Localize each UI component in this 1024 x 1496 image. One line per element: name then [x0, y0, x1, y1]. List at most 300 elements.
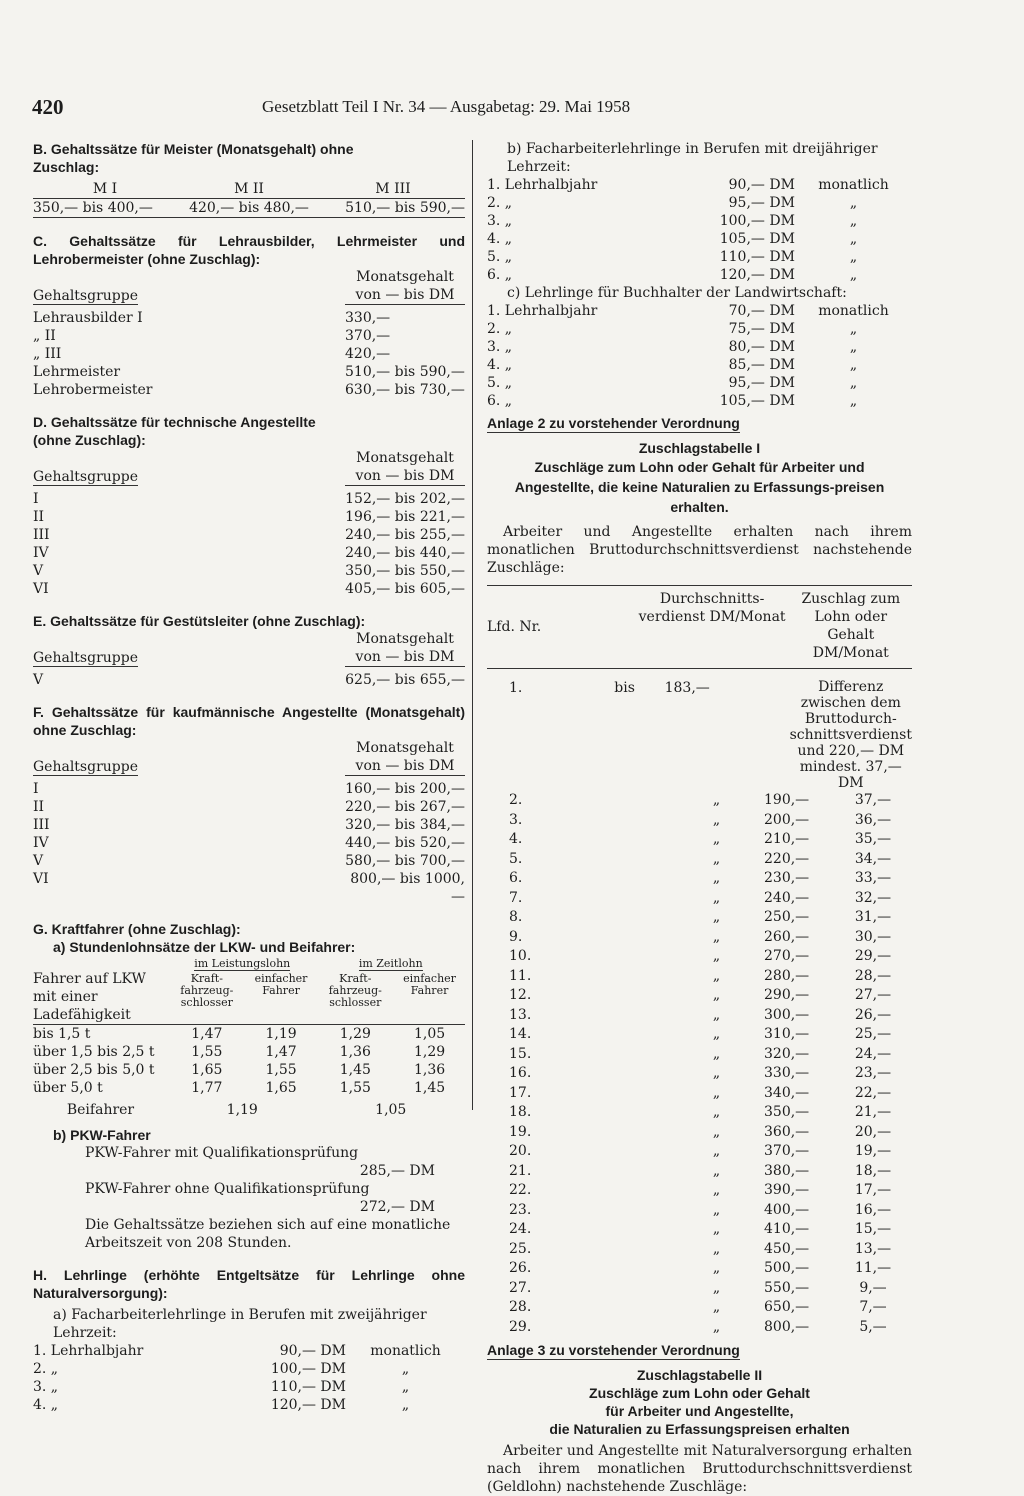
gazette-title: Gesetzblatt Teil I Nr. 34 — Ausgabetag: 29. Mai 1958	[262, 97, 631, 116]
period-cell: „	[849, 357, 858, 373]
page-number: 420	[32, 95, 64, 119]
rate-cell: 1,36	[413, 1062, 446, 1078]
page-header	[32, 95, 984, 125]
value-cell: 320,— bis 384,—	[345, 817, 465, 833]
driver-simple-header: einfacher Fahrer	[246, 970, 317, 1025]
surcharge-cell: 16,—	[854, 1201, 892, 1218]
pkw-qualified: PKW-Fahrer mit Qualifikationsprüfung	[85, 1145, 359, 1161]
ditto-mark: „	[712, 1299, 721, 1315]
table-row	[487, 967, 912, 987]
rate-cell: 1,29	[413, 1044, 446, 1060]
table-row	[487, 1045, 912, 1065]
col-head: M II	[234, 181, 264, 197]
surcharge-table-1-rows	[487, 791, 912, 1337]
half-year-cell: 5. „	[487, 375, 513, 391]
surcharge-cell: 22,—	[854, 1084, 892, 1101]
earnings-cell: 260,—	[764, 928, 810, 945]
surcharge-table-1-title: Zuschlagstabelle I	[638, 440, 761, 456]
table-row	[487, 1025, 912, 1045]
table-row	[487, 1220, 912, 1240]
half-year-cell: 1. Lehrhalbjahr	[487, 303, 598, 319]
load-cell: über 1,5 bis 2,5 t	[33, 1044, 155, 1060]
annex-3-heading: Anlage 3 zu vorstehender Verordnung	[487, 1342, 740, 1358]
half-year-cell: 2. „	[33, 1361, 59, 1377]
table-row	[487, 1064, 912, 1084]
surcharge-cell: 31,—	[854, 909, 892, 925]
group-cell: VI	[33, 581, 49, 597]
value-cell: 152,— bis 202,—	[345, 491, 465, 507]
period-cell: „	[849, 267, 858, 283]
period-cell: monatlich	[370, 1343, 441, 1359]
value-cell: 240,— bis 440,—	[345, 545, 465, 561]
half-year-cell: 3. „	[487, 339, 513, 355]
amount-cell: 100,— DM	[719, 213, 795, 229]
surcharge-cell: 33,—	[854, 870, 892, 886]
table-row	[487, 986, 912, 1006]
pkw-unqualified: PKW-Fahrer ohne Qualifikationsprüfung	[85, 1181, 370, 1197]
row-number: 10.	[509, 948, 532, 964]
row-number: 9.	[509, 928, 523, 945]
surcharge-cell: 9,—	[859, 1279, 887, 1296]
range-header: von — bis DM	[345, 648, 465, 667]
amount-cell: 90,— DM	[728, 177, 795, 193]
amount-cell: 105,— DM	[719, 231, 795, 247]
value-cell: 240,— bis 255,—	[345, 527, 465, 543]
rate-cell: 1,19	[265, 1026, 297, 1042]
value-cell: 420,— bis 480,—	[177, 199, 321, 218]
half-year-cell: 4. „	[487, 231, 513, 247]
amount-cell: 110,— DM	[270, 1379, 346, 1395]
half-year-cell: 3. „	[33, 1379, 59, 1395]
value-cell: 160,— bis 200,—	[345, 781, 465, 797]
rate-cell: 1,47	[191, 1026, 223, 1042]
table-row	[487, 1259, 912, 1279]
driver-simple-header: einfacher Fahrer	[394, 970, 465, 1025]
amount-cell: 75,— DM	[728, 321, 795, 337]
ditto-mark: „	[712, 1084, 721, 1101]
surcharge-table-2-subtitle-1: Zuschläge zum Lohn oder Gehalt	[589, 1385, 810, 1401]
rate-cell: 1,77	[191, 1080, 223, 1096]
half-year-cell: 1. Lehrhalbjahr	[33, 1343, 144, 1359]
earnings-cell: 200,—	[764, 811, 810, 828]
col-head-earnings: Durchschnitts-verdienst DM/Monat	[585, 586, 790, 669]
section-e-table	[33, 630, 465, 689]
earnings-cell: 330,—	[764, 1065, 810, 1081]
half-year-cell: 3. „	[487, 213, 513, 229]
section-f-table	[33, 739, 465, 906]
rate-cell: 1,29	[339, 1026, 371, 1042]
value-cell: 350,— bis 550,—	[345, 563, 465, 579]
range-header: von — bis DM	[345, 286, 465, 305]
earnings-cell: 380,—	[764, 1162, 810, 1179]
period-cell: „	[849, 249, 858, 265]
amount-cell: 120,— DM	[270, 1397, 346, 1413]
load-cell: bis 1,5 t	[33, 1026, 91, 1042]
group-cell: IV	[33, 545, 49, 561]
difference-note: Differenz zwischen dem Bruttodurch-schnittsverdienst und 220,— DM mindest. 37,— DM	[789, 679, 912, 791]
amount-cell: 120,— DM	[719, 267, 795, 283]
surcharge-cell: 28,—	[854, 967, 892, 984]
load-cell: über 2,5 bis 5,0 t	[33, 1062, 155, 1078]
row-number: 24.	[509, 1221, 532, 1237]
period-cell: „	[849, 195, 858, 211]
period-cell: „	[849, 393, 858, 409]
earnings-cell: 500,—	[764, 1260, 810, 1276]
section-e-title: E. Gehaltssätze für Gestütsleiter (ohne Zuschlag):	[33, 613, 366, 629]
period-cell: „	[849, 321, 858, 337]
timework-header: im Zeitlohn	[358, 957, 423, 970]
driver-header: Fahrer auf LKW mit einer Ladefähigkeit	[33, 970, 168, 1025]
period-cell: „	[401, 1379, 410, 1395]
section-b-title: B. Gehaltssätze für Meister (Monatsgehalt) ohne Zuschlag:	[33, 141, 354, 175]
table-row	[487, 1181, 912, 1201]
table-row	[487, 811, 912, 831]
period-cell: monatlich	[818, 303, 889, 319]
row-number: 6.	[509, 870, 523, 886]
ditto-mark: „	[712, 1162, 721, 1179]
ditto-mark: „	[712, 1260, 721, 1276]
pkw-unqualified-value: 272,— DM	[359, 1199, 435, 1215]
earnings-cell: 300,—	[764, 1006, 810, 1023]
group-cell: Lehrausbilder I	[33, 310, 143, 326]
surcharge-cell: 21,—	[854, 1104, 892, 1120]
surcharge-cell: 32,—	[854, 889, 892, 906]
monthly-header: Monatsgehalt	[356, 269, 454, 285]
surcharge-cell: 36,—	[854, 811, 892, 828]
mechanic-header: Kraft-fahrzeug-schlosser	[168, 970, 246, 1025]
rate-cell: 1,05	[375, 1102, 407, 1118]
row-number: 15.	[509, 1045, 532, 1062]
earnings-cell: 280,—	[764, 967, 810, 984]
half-year-cell: 2. „	[487, 321, 513, 337]
ditto-mark: „	[712, 1221, 721, 1237]
group-cell: II	[33, 799, 45, 815]
rate-cell: 1,55	[265, 1062, 297, 1078]
row-number: 12.	[509, 987, 532, 1003]
half-year-cell: 6. „	[487, 267, 513, 283]
surcharge-cell: 18,—	[854, 1162, 892, 1179]
col-head: M I	[92, 181, 118, 197]
half-year-cell: 1. Lehrhalbjahr	[487, 177, 598, 193]
amount-cell: 95,— DM	[728, 195, 795, 211]
surcharge-cell: 35,—	[854, 831, 892, 847]
row-number: 3.	[509, 811, 523, 828]
surcharge-table-2-subtitle-2: für Arbeiter und Angestellte,	[605, 1403, 794, 1419]
monthly-header: Monatsgehalt	[356, 450, 454, 466]
table-row	[487, 1123, 912, 1143]
table-row	[487, 1103, 912, 1123]
earnings-cell: 650,—	[764, 1299, 810, 1315]
apprentice-b-table	[487, 176, 912, 284]
surcharge-cell: 24,—	[854, 1045, 892, 1062]
earnings-cell: 220,—	[764, 850, 810, 867]
row-number: 20.	[509, 1143, 532, 1159]
amount-cell: 105,— DM	[719, 393, 795, 409]
value-cell: 440,— bis 520,—	[345, 835, 465, 851]
left-column	[33, 140, 465, 1414]
earnings-cell: 370,—	[764, 1143, 810, 1159]
earnings-cell: 210,—	[764, 831, 810, 847]
row-number: 5.	[509, 850, 523, 867]
apprentice-a-table	[33, 1342, 465, 1414]
ditto-mark: „	[712, 1026, 721, 1042]
column-divider	[472, 140, 473, 1110]
col-head-surcharge: Zuschlag zum Lohn oder Gehalt DM/Monat	[790, 586, 912, 669]
ditto-mark: „	[712, 850, 721, 867]
row-number: 14.	[509, 1026, 532, 1042]
period-cell: „	[849, 231, 858, 247]
table-row	[487, 1162, 912, 1182]
value-cell: 580,— bis 700,—	[345, 853, 465, 869]
monthly-header: Monatsgehalt	[356, 740, 454, 756]
group-header: Gehaltsgruppe	[33, 650, 138, 666]
mechanic-header: Kraft-fahrzeug-schlosser	[316, 970, 394, 1025]
col-head: M III	[375, 181, 411, 197]
apprentice-c-table	[487, 302, 912, 410]
half-year-cell: 6. „	[487, 393, 513, 409]
ditto-mark: „	[712, 811, 721, 828]
table-row	[487, 1240, 912, 1260]
row-number: 28.	[509, 1299, 532, 1315]
load-cell: über 5,0 t	[33, 1080, 103, 1096]
earnings-cell: 350,—	[764, 1104, 810, 1120]
earnings-cell: 360,—	[764, 1123, 810, 1140]
surcharge-table-1	[487, 585, 912, 791]
table-row	[487, 908, 912, 928]
section-b-table	[33, 180, 465, 218]
amount-cell: 95,— DM	[728, 375, 795, 391]
ditto-mark: „	[712, 967, 721, 984]
row-number: 27.	[509, 1279, 532, 1296]
section-h-b-title: b) Facharbeiterlehrlinge in Berufen mit dreijähriger Lehrzeit:	[507, 141, 878, 175]
group-cell: „ II	[33, 328, 56, 344]
value-cell: 510,— bis 590,—	[345, 364, 465, 380]
ditto-mark: „	[712, 1065, 721, 1081]
section-c-title: C. Gehaltssätze für Lehrausbilder, Lehrmeister und Lehrobermeister (ohne Zuschlag):	[33, 233, 465, 267]
rate-cell: 1,05	[413, 1026, 446, 1042]
value-cell: 330,—	[345, 310, 391, 326]
rate-cell: 1,65	[191, 1062, 223, 1078]
value-cell: 625,— bis 655,—	[345, 672, 465, 688]
earnings-cell: 550,—	[764, 1279, 810, 1296]
half-year-cell: 2. „	[487, 195, 513, 211]
col-head-nr: Lfd. Nr.	[487, 586, 585, 669]
ditto-mark: „	[712, 889, 721, 906]
group-header: Gehaltsgruppe	[33, 759, 138, 775]
surcharge-cell: 25,—	[854, 1026, 892, 1042]
rate-cell: 1,55	[339, 1080, 371, 1096]
row-number: 2.	[509, 792, 523, 808]
surcharge-cell: 29,—	[854, 948, 892, 964]
table-row	[487, 869, 912, 889]
rate-cell: 1,65	[265, 1080, 297, 1096]
section-d-title: D. Gehaltssätze für technische Angestellte (ohne Zuschlag):	[33, 414, 316, 448]
row-number: 23.	[509, 1201, 532, 1218]
row-number: 13.	[509, 1006, 532, 1023]
amount-cell: 100,— DM	[270, 1361, 346, 1377]
table-row	[487, 1298, 912, 1318]
row-number: 4.	[509, 831, 523, 847]
hours-note: Die Gehaltssätze beziehen sich auf eine monatliche Arbeitszeit von 208 Stunden.	[85, 1217, 451, 1251]
pkw-qualified-value: 285,— DM	[359, 1163, 435, 1179]
value-cell: 196,— bis 221,—	[345, 509, 465, 525]
surcharge-cell: 23,—	[854, 1065, 892, 1081]
surcharge-table-2-title: Zuschlagstabelle II	[636, 1367, 763, 1383]
surcharge-cell: 11,—	[854, 1260, 892, 1276]
row-number: 17.	[509, 1084, 532, 1101]
table-row	[487, 830, 912, 850]
period-cell: „	[401, 1361, 410, 1377]
ditto-mark: „	[712, 1123, 721, 1140]
annex-3-intro: Arbeiter und Angestellte mit Naturalversorgung erhalten nach ihrem monatlichen Bruttodurchschnittsverdienst (Geldlohn) nachstehende Zuschläge:	[487, 1443, 912, 1495]
ditto-mark: „	[712, 1182, 721, 1198]
group-header: Gehaltsgruppe	[33, 288, 138, 304]
section-f-title: F. Gehaltssätze für kaufmännische Angestellte (Monatsgehalt) ohne Zuschlag:	[33, 704, 465, 738]
half-year-cell: 5. „	[487, 249, 513, 265]
ditto-mark: „	[712, 987, 721, 1003]
ditto-mark: „	[712, 948, 721, 964]
earnings-cell: 800,—	[764, 1318, 810, 1335]
earnings-cell: 190,—	[764, 792, 810, 808]
row-number: 8.	[509, 909, 523, 925]
surcharge-cell: 27,—	[854, 987, 892, 1003]
earnings-cell: 310,—	[764, 1026, 810, 1042]
section-d-table	[33, 449, 465, 598]
earnings-cell: 290,—	[764, 987, 810, 1003]
annex-2-intro: Arbeiter und Angestellte erhalten nach ihrem monatlichen Bruttodurchschnittsverdienst nachstehende Zuschläge:	[487, 524, 912, 576]
surcharge-cell: 5,—	[859, 1318, 887, 1335]
section-g-title: G. Kraftfahrer (ohne Zuschlag):	[33, 921, 241, 937]
section-g-b-title: b) PKW-Fahrer	[53, 1127, 151, 1143]
earnings-cell: 320,—	[764, 1045, 810, 1062]
earnings-cell: 340,—	[764, 1084, 810, 1101]
surcharge-cell: 30,—	[854, 928, 892, 945]
surcharge-cell: 20,—	[854, 1123, 892, 1140]
section-g-a-title: a) Stundenlohnsätze der LKW- und Beifahrer:	[53, 939, 356, 955]
surcharge-cell: 15,—	[854, 1221, 892, 1237]
half-year-cell: 4. „	[487, 357, 513, 373]
earnings-cell: 410,—	[764, 1221, 810, 1237]
group-cell: VI	[33, 871, 49, 887]
table-row	[487, 928, 912, 948]
section-h-title: H. Lehrlinge (erhöhte Entgeltsätze für Lehrlinge ohne Naturalversorgung):	[33, 1267, 465, 1301]
co-driver-label: Beifahrer	[66, 1102, 135, 1118]
value-cell: 630,— bis 730,—	[345, 382, 465, 398]
earnings-cell: 250,—	[764, 909, 810, 925]
value-cell: 220,— bis 267,—	[345, 799, 465, 815]
value-cell: 800,— bis 1000,—	[350, 871, 465, 905]
amount-cell: 85,— DM	[728, 357, 795, 373]
rate-cell: 1,55	[191, 1044, 223, 1060]
ditto-mark: „	[712, 1143, 721, 1159]
period-cell: „	[849, 375, 858, 391]
value-cell: 420,—	[345, 346, 391, 362]
group-cell: V	[33, 563, 44, 579]
period-cell: „	[849, 339, 858, 355]
surcharge-table-1-subtitle: Zuschläge zum Lohn oder Gehalt für Arbeiter und Angestellte, die keine Naturalien zu Erfassungs-preisen erhalten.	[514, 459, 885, 515]
ditto-mark: „	[712, 1104, 721, 1120]
row-number: 29.	[509, 1318, 532, 1335]
right-column	[487, 140, 912, 1496]
range-header: von — bis DM	[345, 757, 465, 776]
group-header: Gehaltsgruppe	[33, 469, 138, 485]
amount-cell: 80,— DM	[728, 339, 795, 355]
half-year-cell: 4. „	[33, 1397, 59, 1413]
annex-2-heading: Anlage 2 zu vorstehender Verordnung	[487, 415, 740, 431]
row-number: 11.	[509, 967, 532, 984]
group-cell: I	[33, 781, 39, 797]
earnings-cell: 450,—	[764, 1240, 810, 1257]
bis-label: bis	[614, 680, 635, 696]
row-number: 1.	[509, 680, 523, 696]
rate-cell: 1,36	[339, 1044, 371, 1060]
ditto-mark: „	[712, 1045, 721, 1062]
surcharge-cell: 17,—	[854, 1182, 892, 1198]
range-header: von — bis DM	[345, 467, 465, 486]
row-number: 19.	[509, 1123, 532, 1140]
ditto-mark: „	[712, 1240, 721, 1257]
surcharge-cell: 19,—	[854, 1143, 892, 1159]
group-cell: I	[33, 491, 39, 507]
surcharge-cell: 13,—	[854, 1240, 892, 1257]
earnings-cell: 400,—	[764, 1201, 810, 1218]
table-row	[487, 850, 912, 870]
earnings-cell: 240,—	[764, 889, 810, 906]
value-cell: 510,— bis 590,—	[321, 199, 465, 218]
earnings-cell: 230,—	[764, 870, 810, 886]
monthly-header: Monatsgehalt	[356, 631, 454, 647]
period-cell: „	[849, 213, 858, 229]
group-cell: Lehrmeister	[33, 364, 121, 380]
period-cell: monatlich	[818, 177, 889, 193]
section-h-a-title: a) Facharbeiterlehrlinge in Berufen mit zweijähriger Lehrzeit:	[53, 1307, 427, 1341]
row-number: 16.	[509, 1065, 532, 1081]
amount-cell: 70,— DM	[728, 303, 795, 319]
ditto-mark: „	[712, 928, 721, 945]
group-cell: „ III	[33, 346, 62, 362]
table-row	[487, 1318, 912, 1338]
surcharge-cell: 26,—	[854, 1006, 892, 1023]
rate-cell: 1,45	[413, 1080, 446, 1096]
table-row	[487, 889, 912, 909]
table-row	[487, 1279, 912, 1299]
rate-cell: 1,19	[226, 1102, 258, 1118]
group-cell: V	[33, 672, 44, 688]
group-cell: IV	[33, 835, 49, 851]
earnings-cell: 270,—	[764, 948, 810, 964]
surcharge-cell: 7,—	[859, 1299, 887, 1315]
value-cell: 350,— bis 400,—	[33, 199, 177, 218]
table-row	[487, 947, 912, 967]
piecework-header: im Leistungslohn	[194, 957, 291, 970]
surcharge-table-2-subtitle-3: die Naturalien zu Erfassungspreisen erhalten	[549, 1421, 850, 1437]
group-cell: V	[33, 853, 44, 869]
group-cell: Lehrobermeister	[33, 382, 153, 398]
period-cell: „	[401, 1397, 410, 1413]
ditto-mark: „	[712, 870, 721, 886]
table-row	[487, 791, 912, 811]
earnings-cell: 390,—	[764, 1182, 810, 1198]
table-row	[487, 1006, 912, 1026]
rate-cell: 1,45	[339, 1062, 371, 1078]
ditto-mark: „	[712, 831, 721, 847]
group-cell: III	[33, 817, 50, 833]
ditto-mark: „	[712, 1318, 721, 1335]
group-cell: III	[33, 527, 50, 543]
section-h-c-title: c) Lehrlinge für Buchhalter der Landwirtschaft:	[507, 285, 847, 301]
group-cell: II	[33, 509, 45, 525]
ditto-mark: „	[712, 909, 721, 925]
